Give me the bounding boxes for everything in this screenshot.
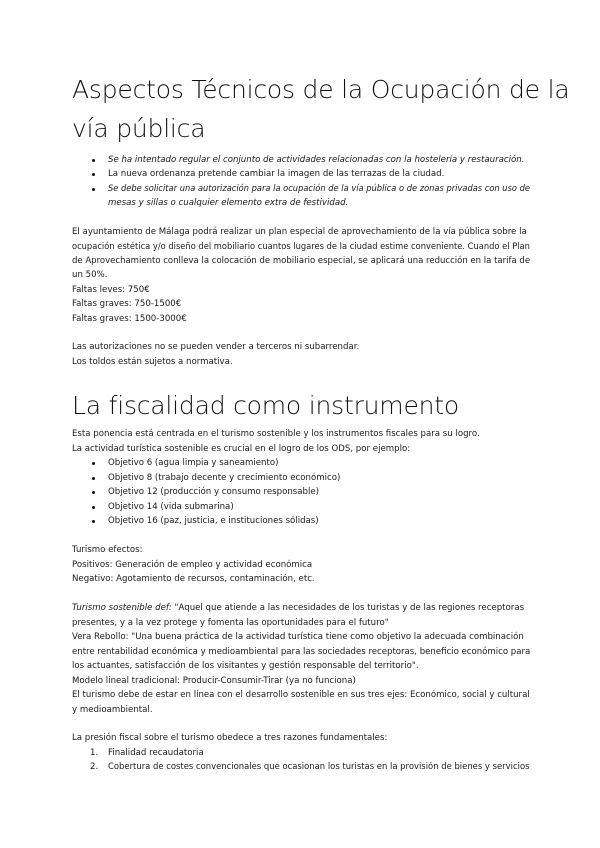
bullet-item: La nueva ordenanza pretende cambiar la imagen de las terrazas de la ciudad. xyxy=(108,169,445,179)
objective-item: Objetivo 8 (trabajo decente y crecimiento económico) xyxy=(108,473,341,483)
objective-item: Objetivo 12 (producción y consumo responsable) xyxy=(108,487,320,497)
fine-line: Faltas graves: 1500-3000€ xyxy=(72,314,187,324)
paragraph-line: El ayuntamiento de Málaga podrá realizar un plan especial de aprovechamiento de la vía pública sobre la xyxy=(72,227,527,237)
paragraph-line: de Aprovechamiento conlleva la colocación de mobiliario especial, se aplicará una reducción en la tarifa de xyxy=(72,256,531,266)
paragraph-line: ocupación estética y/o diseño del mobiliario cuantos lugares de la ciudad estime conveniente. Cuando el Plan xyxy=(72,242,530,252)
objective-item: Objetivo 16 (paz, justicia, e instituciones sólidas) xyxy=(108,516,319,526)
definition-text: "Aquel que atiende a las necesidades de los turistas y de las regiones receptoras xyxy=(171,603,525,613)
paragraph-line: un 50%. xyxy=(72,270,108,280)
bullet-icon xyxy=(92,520,95,523)
bullet-icon xyxy=(92,462,95,465)
effects-line: Positivos: Generación de empleo y actividad económica xyxy=(72,560,313,570)
objective-item: Objetivo 6 (agua limpia y saneamiento) xyxy=(108,458,279,468)
quote-line: los actuantes, satisfacción de los visitantes y gestión responsable del territorio". xyxy=(72,661,419,671)
effects-line: Turismo efectos: xyxy=(72,545,143,555)
bullet-icon xyxy=(92,477,95,480)
pressure-intro: La presión fiscal sobre el turismo obedece a tres razones fundamentales: xyxy=(72,733,388,743)
objective-item: Objetivo 14 (vida submarina) xyxy=(108,502,234,512)
bullet-item-continuation: mesas y sillas o cualquier elemento extra de festividad. xyxy=(108,198,349,208)
intro-line: Esta ponencia está centrada en el turismo sostenible y los instrumentos fiscales para su logro. xyxy=(72,429,480,439)
reason-number: 1. xyxy=(90,748,99,758)
bullet-icon xyxy=(92,159,95,162)
definition-line xyxy=(72,601,524,615)
bullet-icon xyxy=(92,173,95,176)
quote-line: entre rentabilidad económica y medioambiental para las sociedades receptoras, beneficio económico para xyxy=(72,647,531,657)
section-2-title: La fiscalidad como instrumento xyxy=(72,391,459,420)
definition-line: presentes, y a la vez protege y fomenta las oportunidades para el futuro" xyxy=(72,618,389,628)
bullet-item: Se debe solicitar una autorización para la ocupación de la vía pública o de zonas privadas con uso de xyxy=(108,184,530,194)
bullet-icon xyxy=(92,188,95,191)
fine-line: Faltas leves: 750€ xyxy=(72,285,150,295)
reason-number: 2. xyxy=(90,762,99,772)
quote-line: Vera Rebollo: "Una buena práctica de la actividad turística tiene como objetivo la adecuada combinación xyxy=(72,632,524,642)
model-line: El turismo debe de estar en línea con el desarrollo sostenible en sus tres ejes: Económico, social y cultural xyxy=(72,690,530,700)
reason-text: Finalidad recaudatoria xyxy=(108,748,204,758)
intro-line: La actividad turística sostenible es crucial en el logro de los ODS, por ejemplo: xyxy=(72,444,411,454)
model-line: y medioambiental. xyxy=(72,705,153,715)
fine-line: Faltas graves: 750-1500€ xyxy=(72,299,182,309)
section-1-title-line-2: vía pública xyxy=(72,114,206,143)
note-line: Los toldos están sujetos a normativa. xyxy=(72,357,233,367)
definition-label: Turismo sostenible def: xyxy=(72,603,172,613)
bullet-item: Se ha intentado regular el conjunto de actividades relacionadas con la hostelería y restauración. xyxy=(108,155,525,165)
bullet-icon xyxy=(92,491,95,494)
section-1-title-line-1: Aspectos Técnicos de la Ocupación de la xyxy=(72,75,570,104)
note-line: Las autorizaciones no se pueden vender a terceros ni subarrendar. xyxy=(72,342,360,352)
effects-line: Negativo: Agotamiento de recursos, contaminación, etc. xyxy=(72,574,315,584)
reason-text: Cobertura de costes convencionales que ocasionan los turistas en la provisión de bienes y servicios xyxy=(108,762,530,772)
bullet-icon xyxy=(92,506,95,509)
model-line: Modelo lineal tradicional: Producir-Consumir-Tirar (ya no funciona) xyxy=(72,676,356,686)
